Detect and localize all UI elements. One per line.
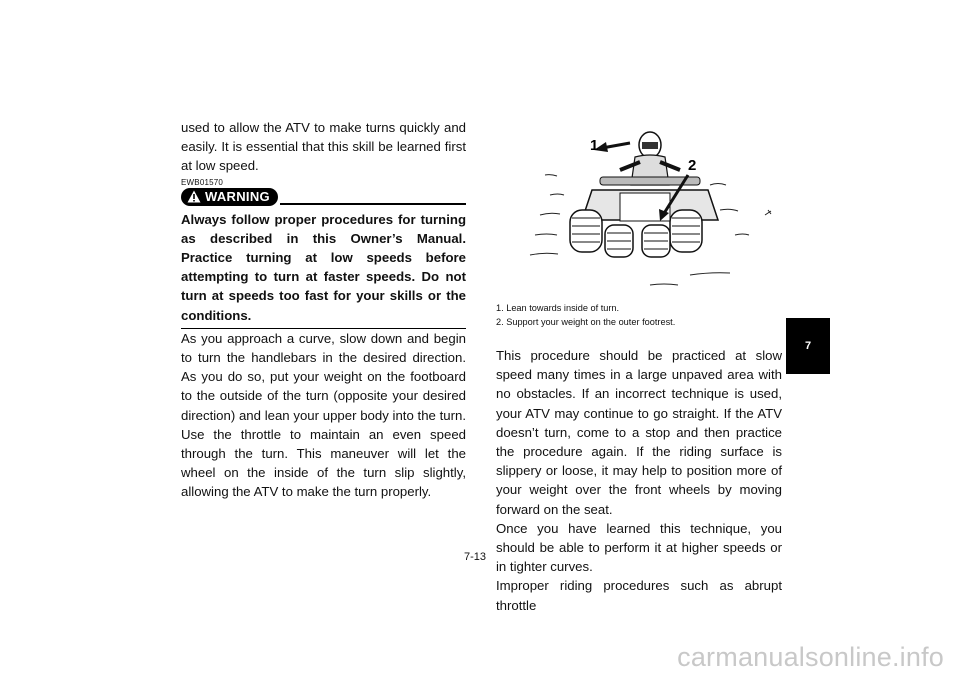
left-column [181, 118, 466, 502]
atv-turning-illustration [520, 115, 790, 300]
callout-1-arrow [594, 142, 630, 152]
procedure-paragraph: This procedure should be practiced at slow speed many times in a large unpaved area with no obstacles. If an incorrect technique is used, your ATV may continue to go straight. If the ATV doesn’t turn, come to a stop and then practice the procedure again. If the riding surface is slippery or loose, it may help to position more of your weight over the front wheels by moving forward on the seat. [496, 348, 782, 517]
intro-paragraph: used to allow the ATV to make turns quickly and easily. It is essential that this skill be learned first at low speed. [181, 120, 466, 174]
warning-text: Always follow proper procedures for turning as described in this Owner’s Manual. Practice turning at low speeds before attempting to turn at faster speeds. Do not turn at speeds too fast for your skills or the conditions. [181, 206, 466, 329]
warning-label: WARNING [205, 189, 270, 205]
warning-header [181, 188, 466, 206]
figure-captions [496, 302, 675, 329]
technique-paragraph: Once you have learned this technique, you should be able to perform it at higher speeds or in tighter curves. [496, 520, 782, 575]
warning-badge [181, 188, 278, 206]
caption-2: 2. Support your weight on the outer footrest. [496, 316, 676, 327]
warning-rule [280, 203, 466, 205]
improper-paragraph: Improper riding procedures such as abrupt throttle [496, 578, 782, 613]
right-column [496, 346, 782, 615]
body-paragraph: As you approach a curve, slow down and begin to turn the handlebars in the desired direction. As you do so, put your weight on the footboard to the outside of the turn (opposite your desired direction) and lean your upper body into the turn. Use the throttle to maintain an even speed through the turn. This maneuver will let the wheel on the inside of the turn slip slightly, allowing the ATV to make the turn properly. [181, 330, 466, 500]
watermark: carmanualsonline.info [677, 642, 944, 672]
callout-1-label: 1 [590, 137, 599, 154]
callout-2-label: 2 [688, 157, 697, 174]
warning-triangle-icon [187, 190, 201, 203]
page-number: 7-13 [464, 551, 487, 563]
chapter-tab: 7 [786, 318, 830, 374]
caption-1: 1. Lean towards inside of turn. [496, 303, 620, 313]
warning-code: EWB01570 [181, 177, 224, 187]
